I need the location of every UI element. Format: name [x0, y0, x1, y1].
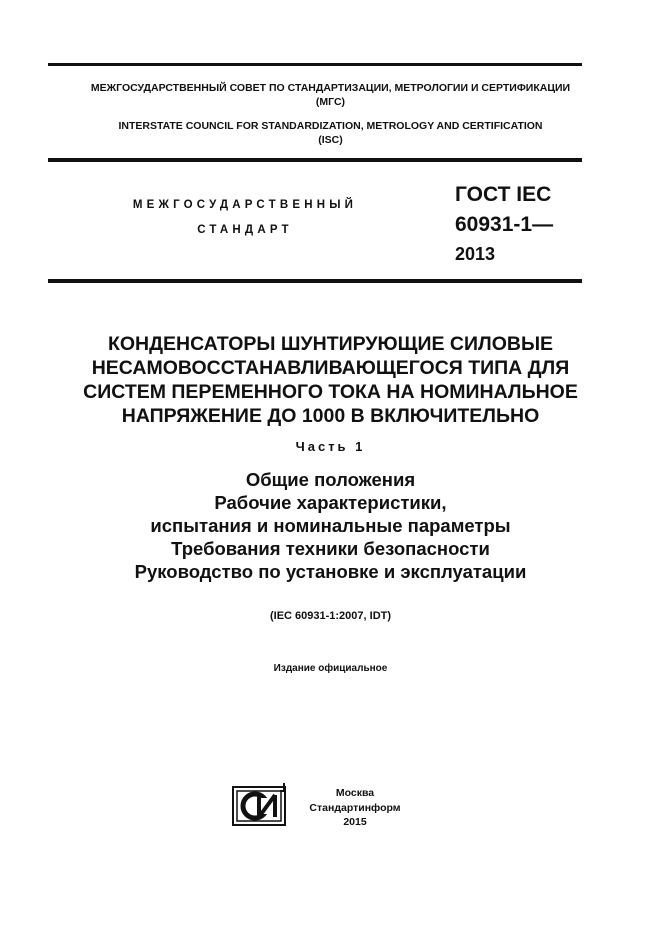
standartinform-logo: [232, 781, 288, 827]
edition-note: Издание официальное: [273, 663, 388, 674]
subtitle-line-3: испытания и номинальные параметры: [150, 515, 511, 536]
council-en-line1: INTERSTATE COUNCIL FOR STANDARDIZATION, METROLOGY AND CERTIFICATION: [118, 120, 543, 132]
council-ru-line1: МЕЖГОСУДАРСТВЕННЫЙ СОВЕТ ПО СТАНДАРТИЗАЦИИ, МЕТРОЛОГИИ И СЕРТИФИКАЦИИ: [90, 82, 571, 94]
standard-kind-line1: МЕЖГОСУДАРСТВЕННЫЙ: [132, 199, 358, 211]
subtitle-line-5: Руководство по установке и эксплуатации: [134, 561, 527, 582]
subtitle-line-4: Требования техники безопасности: [171, 538, 490, 559]
publisher-year: 2015: [343, 816, 367, 828]
title-line-1: КОНДЕНСАТОРЫ ШУНТИРУЮЩИЕ СИЛОВЫЕ: [107, 333, 554, 355]
title-line-4: НАПРЯЖЕНИЕ ДО 1000 В ВКЛЮЧИТЕЛЬНО: [121, 405, 540, 427]
council-rule: [48, 158, 582, 162]
council-en-line2: (ISC): [318, 134, 343, 146]
publisher-info: [290, 786, 420, 830]
subtitle-line-1: Общие положения: [245, 469, 416, 490]
publisher-name: Стандартинформ: [309, 801, 401, 814]
header-rule: [48, 279, 582, 283]
publisher-city: Москва: [335, 787, 375, 799]
top-rule: [48, 63, 582, 66]
standard-kind-line2: СТАНДАРТ: [197, 224, 293, 236]
standard-code-line3: 2013: [455, 244, 496, 264]
council-ru-line2: (МГС): [315, 96, 346, 108]
subtitle-line-2: Рабочие характеристики,: [214, 492, 447, 513]
title-line-3: СИСТЕМ ПЕРЕМЕННОГО ТОКА НА НОМИНАЛЬНОЕ: [83, 381, 578, 403]
iec-reference: (IEC 60931-1:2007, IDT): [269, 610, 392, 622]
standartinform-logo-icon: [232, 781, 288, 827]
standard-code-line1: ГОСТ IEC: [455, 183, 552, 206]
standard-code-line2: 60931-1—: [455, 213, 554, 236]
title-line-2: НЕСАМОВОССТАНАВЛИВАЮЩЕГОСЯ ТИПА ДЛЯ: [91, 357, 570, 379]
part-label: Часть 1: [295, 439, 366, 454]
